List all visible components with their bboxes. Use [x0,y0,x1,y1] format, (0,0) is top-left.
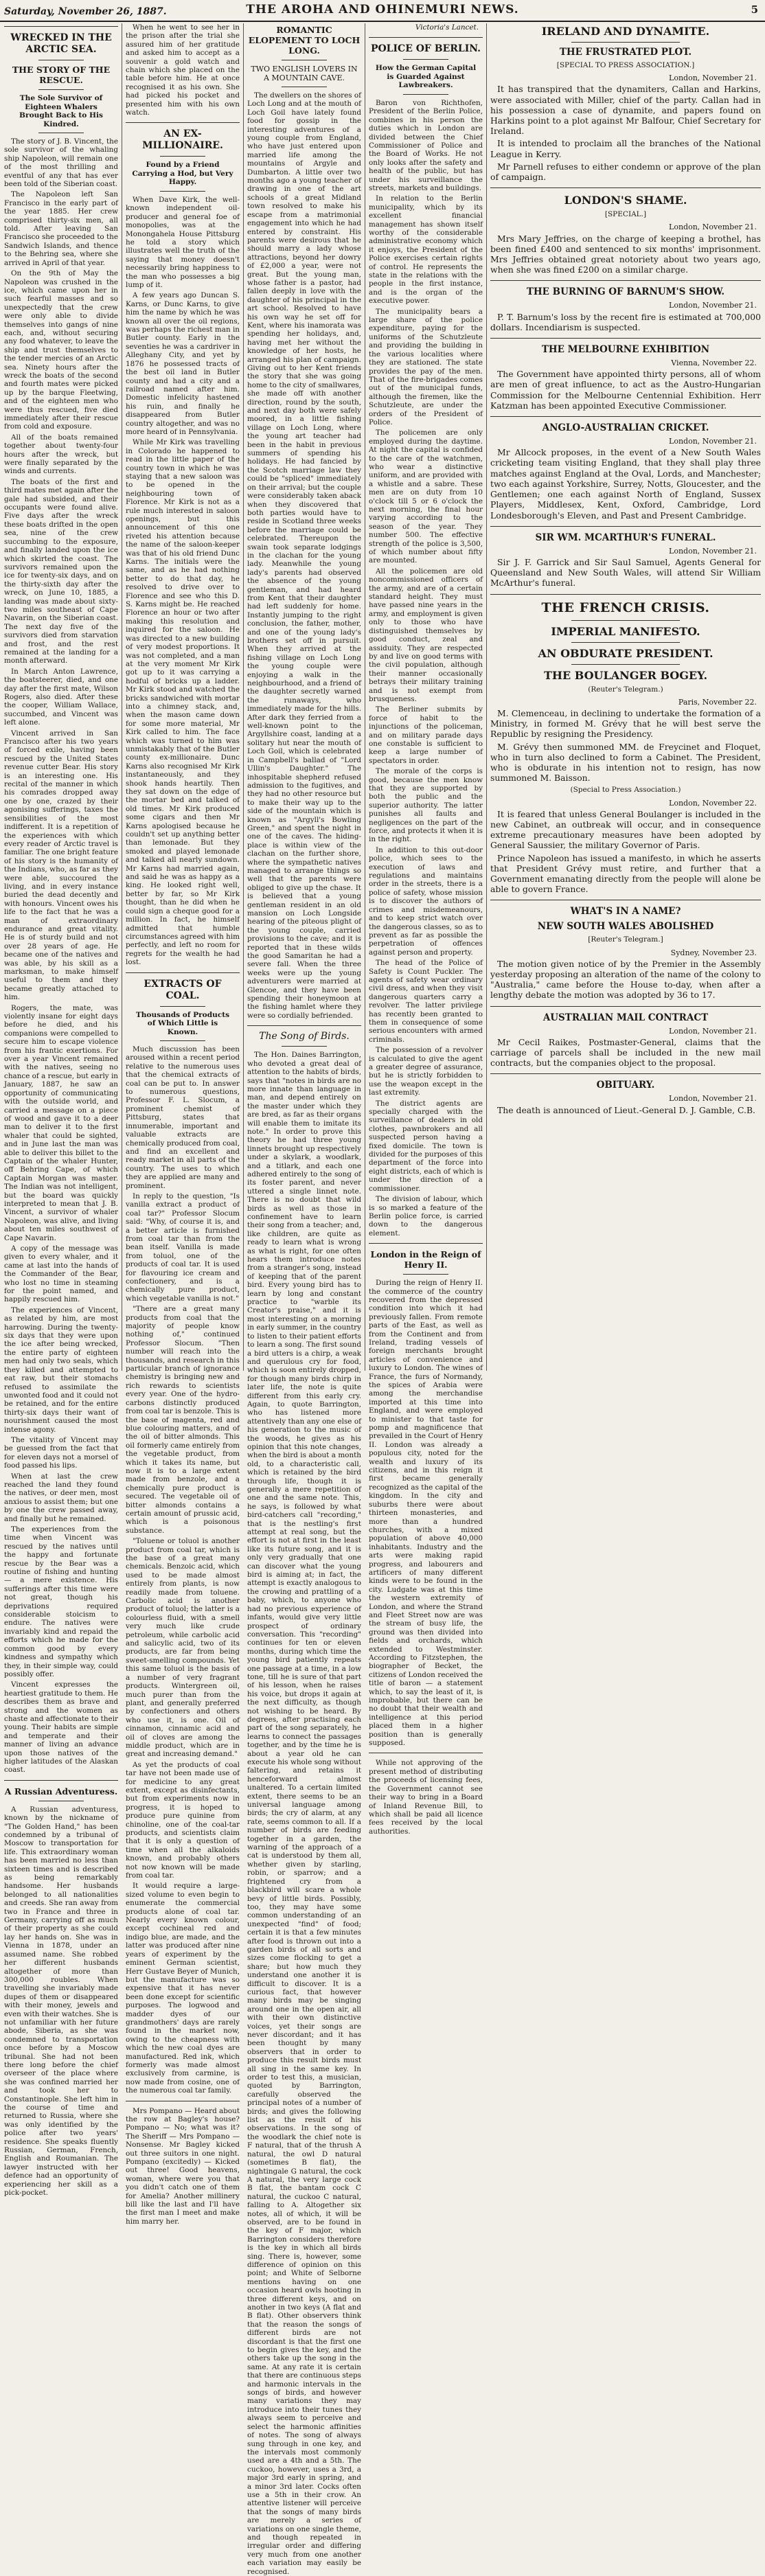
paragraph: The Government have appointed thirty persons, all of whom are men of great influence, to act as the Austro-Hungarian Commission for the Melbourne Centennial Exhibition. Herr Katzman has been appointed Executive Commissioner. [490,369,761,411]
article-headline: OBITUARY. [596,1080,655,1091]
article-subhead: IMPERIAL MANIFESTO. [551,624,700,638]
divider [126,122,240,123]
dateline: London, November 21. [669,223,757,232]
article-headline: THE MELBOURNE EXHIBITION [541,344,710,356]
wire-source: [Reuter's Telegram.] [588,935,663,944]
paragraph: Rogers, the mate, was violently insane for eight days before he died, and his companions were compelled to secure him to escape violence from his frantic exertions. For over a year Vincent remained with the natives, seeing no chance of a rescue, but early in January, 1887, he saw an opportunity of communicating with the outside world, and carried a message on a piece of wood and gave it to a deer man to deliver it to the first whaler that could be sighted, and in June last the man was able to deliver this billet to the Captain of the whaler Hunter, off Behring Cape, of which Captain Morgan was master. The Indian was not intelligent, but the board was quickly interpreted to mean that J. B. Vincent, a survivor of whaler Napoleon, was alive, and living about ten miles southwest of Cape Navarin. [4,1003,118,1242]
paragraph: A copy of the message was given to every whaler, and it came at last into the hands of the Commander of the Bear, who lost no time in steaming for the point named, and happily rescued him. [4,1244,118,1304]
article-deck: Thousands of Products of Which Little is Known. [135,1010,230,1036]
paragraph: It is feared that unless General Boulanger is included in the new Cabinet, an outbreak will occur, and in consequence extreme precautionary measures have been adopted by General Saussier, the military Governor of Paris. [490,808,761,851]
wire-source: (Reuter's Telegram.) [588,685,663,694]
issue-date: Saturday, November 26, 1887. [4,6,167,17]
divider [247,1025,361,1026]
article-headline: London in the Reign of Henry II. [370,1249,481,1270]
paragraph: Mr Allcock proposes, in the event of a New South Wales cricketing team visiting England, that they shall play three matches against England at the Oval, Lords, and Manchester; two each against Yorkshire, Surrey, Notts, Gloucester, and the Gentlemen; one each against North of England, Sussex Players, Middlesex, Kent, Oxford, Cambridge, Lord Londesborough's Eleven, and Past and Present Cambridge. [490,447,761,521]
article-body [126,2107,240,2226]
dateline: London, November 22. [669,798,757,808]
article-deck: The Sole Survivor of Eighteen Whalers Brought Back to His Kindred. [19,94,103,128]
article-deck: TWO ENGLISH LOVERS IN A MOUNTAIN CAVE. [251,65,358,82]
paragraph: It would require a large-sized volume to even begin to enumerate the commercial products alone of coal tar. Nearly every known colour, except cochineal red and indigo blue, are made, and the latter was produced after nine years of experiment by the eminent German scientist, Herr Gustave Beyer of Munich, but the manufacture was so expensive that it has never been done except for scientific purposes. The logwood and madder dyes of our grandmothers' days are rarely found in the market now, owing to the cheapness with which the new coal dyes are manufactured. Red ink, which formerly was made almost exclusively from carmine, is now made from cosine, one of the numerous coal tar family. [126,1882,240,2095]
paragraph: The vitality of Vincent may be guessed from the fact that for eleven days not a morsel of food passed his lips. [4,1435,118,1470]
paragraph: The municipality bears a large share of the police expenditure, paying for the uniforms of the Schutzleute and providing the building in the various localities where they are stationed. The state provides the pay of the men. That of the fire-brigades comes out of the municipal funds, although the firemen, like the Schutzleute, are under the orders of the President of Police. [369,307,483,426]
article-headline: IRELAND AND DYNAMITE. [541,25,710,38]
article-headline: SIR WM. MCARTHUR'S FUNERAL. [535,532,716,543]
paragraph: The policemen are only employed during the daytime. At night the capital is confided to the care of the watchmen, who wear a distinctive uniform, and are provided with a whistle and a sabre. These men are on duty from 10 o'clock till 5 or 6 o'clock the next morning, the final hour varying according to the season of the year. They number 500. The effective strength of the police is 3,500, of which number about fifty are mounted. [369,429,483,565]
column-2 [126,23,240,2226]
article-body [126,1045,240,2095]
dateline: London, November 21. [669,1094,757,1104]
divider [4,1780,118,1781]
newspaper-title: THE AROHA AND OHINEMURI NEWS. [246,3,519,16]
divider [160,1006,205,1007]
wire-source: [SPECIAL.] [604,210,647,219]
divider [490,594,761,595]
paragraph: Mr Parnell refuses to either condemn or approve of the plan of campaign. [490,161,761,183]
article-subhead: AN OBDURATE PRESIDENT. [538,646,713,660]
paragraph: It is intended to proclaim all the branches of the National League in Kerry. [490,138,761,159]
article-body [369,1279,483,1747]
paragraph: "There are a great many products from coal that the majority of people know nothing of," continued Professor Slocum. "Then number will reach into the thousands, and research in this particular branch of ignorance chemistry is bringing new and rich rewards to scientists every year. One of the hydro-carbons distinctly produced from coal tar is benzole. This is the base of magenta, red and blue colouring matters, and of the oil of bitter almonds. This oil formerly came entirely from the vegetable product, from which it takes its name, but now it is to a large extent made from benzole, and a chemically pure product is secured. The vegetable oil of bitter almonds contains a certain amount of prussic acid, which is a poisonous substance. [126,1305,240,1535]
paragraph: The experiences of Vincent, as related by him, are most harrowing. During the twenty-six days that they were upon the ice after being wrecked, the entire party of eighteen men had only two seals, which they killed and attempted to eat raw, but their stomachs refused to assimilate the unwonted food and it could not be retained, and for the entire thirty-six days their want of nourishment caused the most intense agony. [4,1306,118,1434]
paragraph: Mrs Pompano — Heard about the row at Bagley's house? Pompano — No; what was it? The Sheriff — Mrs Pompano — Nonsense. Mr Bagley kicked out three suitors in one night. Pompano (excitedly) — Kicked out three! Good heavens, woman, where were you that you didn't catch one of them for Amelia? Another millinery bill like the last and I'll have the first man I meet and make him marry her. [126,2106,240,2226]
paragraph: M. Grévy then summoned MM. de Freycinet and Floquet, who in turn also declined to form a Cabinet. The President, who is obdurate in his intention not to resign, has now summoned M. Baisson. [490,741,761,784]
paragraph: Vincent expresses the heartiest gratitude to them. He describes them as brave and strong and the women as chaste and affectionate to their young. Their habits are simple and temperate and their manner of living an advance upon those natives of the higher latitudes of the Alaskan coast. [4,1680,118,1775]
dateline: Vienna, November 22. [671,358,757,368]
paragraph: It has transpired that the dynamiters, Callan and Harkins, were associated with Miller, chief of the party. Callan had in his possession a case of dynamite, and papers found on Harkins point to a plot against Mr Balfour, Chief Secretary for Ireland. [490,84,761,137]
paragraph: While not approving of the present method of distributing the proceeds of licensing fees, the Government cannot see their way to bring in a Board of Inland Revenue Bill, to which shall be paid all licence fees received by the local authorities. [369,1759,483,1836]
paragraph: The experiences from the time when Vincent was rescued by the natives until the happy and fortunate rescue by the Bear was a routine of fishing and hunting — a mere existence. His sufferings after this time were not great, though his deprivations required considerable stoicism to endure. The natives were invariably kind and repaid the efforts which he made for the common good by every kindness and sympathy which they, in their simple way, could possibly offer. [4,1525,118,1678]
dateline: Paris, November 22. [678,697,757,707]
dateline: Sydney, November 23. [670,948,757,957]
article-headline: ANGLO-AUSTRALIAN CRICKET. [542,422,709,434]
paragraph: P. T. Barnum's loss by the recent fire is estimated at 700,000 dollars. Incendiarism is suspected. [490,311,761,332]
divider [571,642,680,643]
divider [403,94,448,95]
article-body [490,1037,761,1069]
paragraph: In March Anton Lawrence, the boatsteerer, died, and one day after the first mate, Wilson Rogers, also died. After these the cooper, William Wallace, succumbed, and Vincent was left alone. [4,667,118,727]
paragraph: The possession of a revolver is calculated to give the agent a greater degree of assurance, but he is strictly forbidden to use the weapon except in the last extremity. [369,1046,483,1097]
paragraph: The story of J. B. Vincent, the sole survivor of the whaling ship Napoleon, will remain one of the most thrilling and eventful of any that has ever been told of the Siberian coast. [4,137,118,189]
divider [369,1243,483,1244]
dateline: London, November 21. [669,301,757,310]
divider [490,280,761,281]
article-headline: A Russian Adventuress. [4,1786,118,1797]
divider [490,526,761,527]
paragraph: The Napoleon left San Francisco in the early part of the year 1885. Her crew comprised thirty-six men, all told. After leaving San Francisco she proceeded to the Sandwich Islands, and thence to the Behring sea, where she arrived in April of that year. [4,190,118,267]
divider [126,972,240,973]
article-body [4,137,118,1775]
article-headline: THE FRENCH CRISIS. [541,600,710,615]
paragraph: While Mr Kirk was travelling in Colorado he happened to read in the little paper of the country town in which he was staying that a new saloon was to be opened in the neighbouring town of Florence. Mr Kirk is not as a rule much interested in saloon openings, but this announcement of this one riveted his attention because the name of the saloon-keeper was that of his old friend Dunc Karns. The initials were the same, and as he had nothing better to do that day, he resolved to drive over to Florence and see who this D. S. Karns might be. He reached Florence an hour or two after making this resolution and inquired for the saloon. He was directed to a new building of very modest proportions. It was not completed, and a man at the very moment Mr Kirk got up to it was carrying a hodful of bricks up a ladder. Mr Kirk stood and watched the bricks sandwiched with mortar into a chimney stack, and, when the mason came down for some more material, Mr Kirk called to him. The face which was turned to him was unmistakably that of the Butler county ex-millionaire. Dunc Karns also recognised Mr Kirk instantaneously, and they shook hands heartily. Then they sat down on the edge of the mortar bed and talked of old times. Mr Kirk produced some cigars and then Mr Karns apologised because he couldn't set up anything better than lemonade. But they smoked and played lemonade and talked all nearly sundown. Mr Karns had married again, and said he was as happy as a king. He looked right well, better by far, so Mr Kirk thought, than he did when he could sign a cheque good for a million. In fact, he himself admitted that humble circumstances agreed with him perfectly, and left no room for regrets for the wealth he had lost. [126,438,240,967]
article-body [490,809,761,895]
article-headline: WHAT'S IN A NAME? [570,906,681,917]
masthead [0,0,765,22]
paragraph: The district agents are specially charged with the surveillance of dealers in old clothes, pawnbrokers and all suspected person having a fixed domicile. The town is divided for the purposes of this department of the force into eight districts, each of which is under the direction of a commissioner. [369,1099,483,1193]
paragraph: In relation to the Berlin municipality, which by its excellent financial management has shown itself worthy of the considerable administrative economy which it enjoys, the President of the Police exercises certain rights of control. He represents the state in the relations with the people in the first instance, and is the organ of the executive power. [369,194,483,306]
paragraph: All of the boats remained together about twenty-four hours after the wreck, but were finally separated by the winds and currents. [4,433,118,476]
paragraph: Mr Cecil Raikes, Postmaster-General, claims that the carriage of parcels shall be included in the new mail contracts, but the companies object to the proposal. [490,1036,761,1069]
wire-source: (Special to Press Association.) [570,786,681,795]
dateline: London, November 21. [669,1026,757,1036]
article-body [490,84,761,182]
paragraph: A few years ago Duncan S. Karns, or Dunc Karns, to give him the name by which he was known all over the oil regions, was perhaps the richest man in Butler county. Early in the seventies he was a cardriver in Alleghany City, and yet by 1876 he possessed tracts of the best oil land in Butler county and had a city and a railroad named after him. Domestic infelicity hastened his ruin, and finally he disappeared from Butler country altogether, and was no more heard of in Pennsylvania. [126,291,240,436]
dateline: London, November 21. [669,546,757,556]
divider [490,1073,761,1074]
paragraph: The death is announced of Lieut.-General D. J. Gamble, C.B. [497,1104,755,1115]
wire-source: [SPECIAL TO PRESS ASSOCIATION.] [556,61,695,69]
page-number: 5 [751,3,758,16]
article-body [490,312,761,332]
article-headline: AUSTRALIAN MAIL CONTRACT [543,1012,709,1023]
divider [38,89,84,90]
paragraph: In addition to this out-door police, which sees to the execution of laws and regulations and maintains order in the streets, there is a police of safety, whose mission is to discover the authors of crimes and misdemeanours, and to keep strict watch over the dangerous classes, so as to prevent as far as possible the perpetration of offences against person and property. [369,845,483,957]
paragraph: M. Clemenceau, in declining to undertake the formation of a Ministry, in formed M. Grévy that he will best serve the Republic by resigning the Presidency. [490,707,761,740]
article-subhead: NEW SOUTH WALES ABOLISHED [537,921,714,933]
paragraph: As yet the products of coal tar have not been made use of for medicine to any great extent, except as disinfectants, but from experiments now in progress, it is hoped to produce pure quinine from chinoline, one of the coal-tar products, and scientists claim that it is only a question of time when all the alkaloids known, and probably others not now known will be made from coal tar. [126,1760,240,1880]
column-rule [486,23,487,1371]
article-source: Victoria's Lancet. [415,23,479,32]
article-body [126,23,240,117]
divider [160,1040,205,1041]
article-headline: LONDON'S SHAME. [564,194,687,207]
dateline: London, November 21. [669,73,757,83]
paragraph: On the 9th of May the Napoleon was crushed in the ice, which came upon her in such fearful masses and so unexpectedly that the crew were only able to divide themselves into gangs of nine each, and, without securing any food whatever, to leave the ship and trust themselves to the tender mercies of an Arctic sea. Ninety hours after the wreck the boats of the second and fourth mates were picked up by the barque Fleetwing, and of the eighteen men who were thus rescued, five died immediately after their rescue from cold and exposure. [4,269,118,431]
dateline: London, November 21. [669,437,757,446]
paragraph: Mrs Mary Jeffries, on the charge of keeping a brothel, has been fined £400 and sentenced to six months' imprisonment. Mrs Jeffries obtained great notoriety about two years ago, when she was fined £200 on a similar charge. [490,233,761,275]
article-headline: WRECKED IN THE ARCTIC SEA. [10,32,112,55]
article-body [490,447,761,520]
paragraph: The Berliner submits by force of habit to the injunctions of the policeman, and on military parade days one constable is sufficient to keep a large number of spectators in order. [369,705,483,765]
article-body [490,369,761,411]
article-deck: Found by a Friend Carrying a Hod, but Very Happy. [132,161,233,187]
article-body [369,99,483,1238]
article-subhead: THE BOULANGER BOGEY. [543,668,708,682]
article-body [247,1051,361,2576]
divider [403,59,448,60]
paragraph: During the reign of Henry II. the commerce of the country recovered from the depressed condition into which it had previously fallen. From remote parts of the East, as well as from the Continent and from Ireland, trading vessels of foreign merchants brought articles of convenience and luxury to London. The wines of France, the furs of Normandy, the spices of Arabia were among the merchandise imported at this time into England, and were employed to minister to that taste for pomp and magnificence that prevailed in the Court of Henry II. London was already a populous city, noted for the wealth and luxury of its citizens, and in this reign it first became generally recognized as the capital of the kingdom. In the city and suburbs there were about thirteen monasteries, and more than a hundred churches, with a mixed population of above 40,000 inhabitants. Industry and the arts were making rapid progress, and labourers and artificers of many different kinds were to be found in the city. Ludgate was at this time the western extremity of London, and where the Strand and Fleet Street now are was the stream of busy life, the ground was then divided into fields and orchards, which extended to Westminster. According to Fitzstephen, the biographer of Becket, the citizens of London received the title of baron — a statement which, to say the least of it, is improbable, but there can be no doubt that their wealth and intelligence at this period placed them in a higher position than is generally supposed. [369,1279,483,1748]
article-subhead: THE STORY OF THE RESCUE. [12,65,111,85]
divider [490,187,761,188]
divider [403,1274,448,1275]
article-body [247,91,361,1020]
divider [160,156,205,157]
paragraph: "Toluene or toluol is another product from coal tar, which is the base of a great many chemicals. Benzoic acid, which used to be made almost entirely from plants, is now readily made from toluene. Carbolic acid is another product of toluol; the latter is a colourless fluid, with a smell very much like crude petroleum, while carbolic acid and salicylic acid, two of its products, are far from being sweet-smelling compounds. Yet this same toluol is the basis of a number of very fragrant products. Wintergreen oil, much purer than from the plant, and generally preferred by confectioners and others who use it, is one. Oil of cinnamon, cinnamic acid and oil of cloves are among the middle product, which are in great and increasing demand." [126,1537,240,1759]
paragraph: A Russian adventuress, known by the nickname of "The Golden Hand," has been condemned by a tribunal of Moscow to transportation for life. This extraordinary woman has been married no less than sixteen times and is described as being remarkably handsome. Her husbands belonged to all nationalities and creeds. She ran away from two in France and three in Germany, carrying off as much of their property as she could lay her hands on. She was in Vienna in 1878, under an assumed name. She robbed her different husbands altogether of more than 300,000 roubles. When travelling she invariably made dupes of them or disappeared with their money, jewels and even with their watches. She is not unfamiliar with her future abode, Siberia, as she was condemned to transportation once before by a Moscow tribunal. She had not been there long before the chief overseer of the place where she was confined married her and took her to Constantinople. She left him in the course of time and returned to Russia, where she was only identified by the police after two years' residence. She speaks fluently Russian, German, French, English and Roumanian. The lawyer instructed with her defence had an opportunity of experiencing her skill as a pick-pocket. [4,1805,118,2198]
paragraph: The dwellers on the shores of Loch Long and at the mouth of Loch Goil have lately found food for gossip in the interesting adventures of a young couple from England, who have just entered upon married life among the mountains of Argyle and Dumbarton. A little over two months ago a young teacher of drawing in one of the art schools of a great Midland town resolved to make his escape from a matrimonial engagement into which he had entered by constraint. His parents were desirous that he should marry a lady whose attractions, beyond her dowry of £2,000 a year, were not great. But the young man, whose father is a pastor, had fallen deeply in love with the daughter of his principal in the art school. Resolved to have his own way he set off for Kent, where his inamorata was spending her holidays, and, having met her without the knowledge of her hosts, he arranged his plan of campaign. Giving out to her Kent friends the story that she was going home to the city of smallwares, she made off with another direction, round by the south, and next day both were safely moored, in a little fishing village on Loch Long, where the young art teacher had been in the habit in previous summers of spending his holidays. He had fancied by the Scotch marriage law they could be "spliced" immediately on their arrival; but the couple were considerably taken aback when they discovered that both parties would have to reside in Scotland three weeks before the marriage could be celebrated. Thereupon the swain took separate lodgings in the clachan for the young lady. Meanwhile the young lady's parents had observed the absence of the young gentleman, and had heard from Kent that their daughter had left suddenly for home. Instantly jumping to the right conclusion, the father, mother, and one of the young lady's brothers set off in pursuit. When they arrived at the fishing village on Loch Long the young couple were enjoying a walk in the neighbourhood, and a friend of the daughter secretly warned the runaways, who immediately made for the hills. After dark they ferried from a well-known point to the Argyllshire coast, landing at a solitary hut near the mouth of Loch Goil, which is celebrated in Campbell's ballad of "Lord Ullin's Daughter." The inhospitable shepherd refused admission to the fugitives, and they had no other resource but to make their way up to the side of the mountain which is known as "Argyll's Bowling Green," and spent the night in one of the caves. The hiding-place is within view of the clachan on the further shore, where the sympathetic natives managed to arrange things so well that the parents were obliged to give up the chase. It is believed that a young gentleman resident in an old mansion on Loch Longside hearing of the piteous plight of the young couple, carried provisions to the cave; and it is reported that in these wilds the good Samaritan he had a severe fall. When the three weeks were up the young adventurers were married at Glencoe, and they have been spending their honeymoon at the fishing hamlet where they were so cordially befriended. [247,91,361,1020]
paragraph: Sir J. F. Garrick and Sir Saul Samuel, Agents General for Queensland and New South Wales, will attend Sir William McArthur's funeral. [490,556,761,589]
column-3 [247,23,362,2576]
divider [571,42,680,43]
paragraph: When Dave Kirk, the well-known independent oil-producer and general foe of monopolies, was at the Monongahela House Pittsburg he told a story which illustrates well the truth of the saying that money doesn't necessarily bring happiness to the man who possesses a big lump of it. [126,195,240,290]
paragraph: The Hon. Daines Barrington, who devoted a great deal of attention to the habits of birds, says that "notes in birds are no more innate than language in man, and depend entirely on the master under which they are bred, as far as their organs will enable them to imitate its note." In order to prove this theory he had three young linnets brought up respectively under a skylark, a woodlark, and a titlark, and each one adhered entirely to the song of its foster parent, and never uttered a single linnet note. There is no doubt that wild birds as well as those in confinement have to learn their song from a teacher; and, like children, are quite as ready to learn what is wrong as what is right, for one often hears them introduce notes from a stranger's song, instead of keeping that of the parent bird. Every young bird has to learn by long and constant practice to "warble its Creator's praise," and it is most interesting on a morning in early summer, in the country to listen to their patient efforts to learn a song. The first sound a bird utters is a chirp, a weak and querulous cry for food, which is soon entirely dropped, for though many birds chirp in later life, the note is quite different from this early cry. Again, to quote Barrington, who has listened more attentively than any one else of his generation to the music of the woods, he gives as his opinion that this note changes, when the bird is about a month old, to a characteristic call, which is retained by the bird through life, though it is generally a mere repetition of one and the same note. This, he says, is followed by what bird-catchers call "recording," that is the nestling's first attempt at real song, but the effort is not at first in the least like its future song, and it is only very gradually that one can discover what the young bird is aiming at; in fact, the attempt is exactly analogous to the crowing and prattling of a baby, which, to anyone who had no previous experience of infants, would give very little prospect of ordinary conversation. This "recording" continues for ten or eleven months, during which time the young bird patiently repeats one passage at a time, in a low tone, till he is sure of that part of his lesson, when he raises his voice, but drops it again at the next difficulty, as though not wishing to be heard. By degrees, after practising each part of the song separately, he learns to connect the passages together, and by the time he is about a year old he can execute his whole song without faltering, and retains it henceforward almost unaltered. To a certain limited extent, there seems to be an universal language among birds; the cry of alarm, at any rate, seems common to all. If a number of birds are feeding together in a garden, the warning of the approach of a cat is understood by them all, whether given by starling, robin, or sparrow; and a frightened cry from a blackbird will scare a whole bevy of little birds. Possibly, too, they may have some common understanding of an unexpected "find" of food; certain it is that a few minutes after food is thrown out into a garden birds of all sorts and sizes come flocking to get a share; but how much they understand one another it is difficult to discover. It is a curious fact, that however many birds may be singing around one in the open air, all with their own distinctive voices, yet their songs are never discordant; and it has been thought by many observers that in order to produce this result birds must all sing in the same key. In order to test this, a musician, quoted by Barrington, carefully observed the principal notes of a number of birds; and gives the following list as the result of his observations. In the song of the woodlark the chief note is F natural, that of the thrush A natural, the owl D natural (sometimes B flat), the nightingale G natural, the cock A natural, the very large cock B flat, the bantam cock C natural, the cuckoo C natural, falling to A. Altogether six notes, all of which, it will be observed, are to be found in the key of F major, which Barrington considers therefore is the key in which all birds sing. There is, however, some difference of opinion on this point; and White of Selborne mentions having on one occasion heard owls hooting in three different keys, and on another in two keys (A flat and B flat). Other observers think that the reason the songs of different birds are not discordant is that the first one to begin gives the key, and the others take up the song in the same. At any rate it is certain that there are continuous steps and harmonic intervals in the songs of birds, and however many variations they may introduce into their tunes they always seem to perceive and select the harmonic affinities of notes. The song of always sung through in one key, and the intervals most commonly used are a 4th and a 5th. The cuckoo, however, uses a 3rd, a major 3rd early in spring, and a minor 3rd later. Cocks often use a 5th in their crow. An attentive listener will perceive that the songs of many birds are merely a series of variations on one single theme, and though repeated in irregular order and differing very much from one another each variation may easily be recognised. [247,1051,362,2576]
article-body [4,1805,118,2198]
column-rule [243,23,244,1371]
paragraph: The division of labour, which is so marked a feature of the Berlin police force, is carried down to the dangerous element. [369,1195,483,1238]
article-headline: POLICE OF BERLIN. [370,43,481,55]
article-subhead: THE FRUSTRATED PLOT. [559,47,692,58]
article-body [490,233,761,275]
divider [282,1046,327,1047]
paragraph: Prince Napoleon has issued a manifesto, in which he asserts that President Grévy must retire, and further that a Government emanating directly from the people will alone be able to govern France. [490,852,761,895]
article-headline: ROMANTIC ELOPEMENT TO LOCH LONG. [248,25,361,56]
article-body [490,959,761,1001]
divider [4,26,118,27]
article-headline: EXTRACTS OF COAL. [144,978,222,1001]
divider [369,37,483,38]
paragraph: When at last the crew reached the land they found the natives, or deer men, most anxious to assist them; but one by one the crew passed away, and finally but he remained. [4,1472,118,1523]
paragraph: In reply to the question, "Is vanilla extract a product of coal tar?" Professor Slocum said: "Why, of course it is, and a better article is furnished from coal tar than from the bean itself. Vanilla is made from toluol, one of the products of coal tar. It is used for flavouring ice cream and confectionery, and is a chemically pure product, which vegetable vanilla is not." [126,1192,240,1303]
article-body [126,196,240,967]
paragraph: Baron von Richthofen, President of the Berlin Police, combines in his person the duties which in London are divided between the Chief Commissioner of Police and the Board of Works. He not only looks after the safety and health of the public, but has under his surveillance the streets, markets and buildings. [369,98,483,192]
article-headline: AN EX-MILLIONAIRE. [142,128,223,152]
paragraph: All the policemen are old noncommissioned officers of the army, and are of a certain standard height. They must have passed nine years in the army, and employment is given only to those who have distinguished themselves by good conduct, zeal and assiduity. They are respected by and live on good terms with the civil population, although their manner occasionally betrays their military training and is not exempt from brusqueness. [369,567,483,703]
divider [490,338,761,339]
paragraph: Vincent arrived in San Francisco after his two years of forced exile, having been rescued by the United States revenue cutter Bear. His story is an interesting one. His recital of the manner in which his comrades dropped away one by one, crazed by their agonising sufferings, taxes the sensibilities of the most indifferent. It is a repetition of the experiences with which every reader of Arctic travel is familiar. The one bright feature of his story is the humanity of the Indians, who, as far as they were able, succoured the living, and in every instance buried the dead decently and with honours. Vincent owes his life to the fact that he was a man of extraordinary endurance and great vitality. He is of sturdy build and not over 28 years of age. He became one of the natives and was able, by his skill as a marksman, to make himself useful to them and they became greatly attached to him. [4,729,118,1002]
paragraph: The head of the Police of Safety is Count Puckler. The agents of safety wear ordinary civil dress, and when they visit dangerous quarters carry a revolver. The latter privilege has recently been granted to them in consequence of some serious encounters with armed criminals. [369,959,483,1044]
column-4 [369,23,483,1836]
article-headline: The Song of Birds. [259,1031,350,1042]
paragraph: The boats of the first and third mates met again after the gale had subsided, and their occupants were found alive. Five days after the wreck these boats drifted in the open sea, nine of the crew succumbing to the exposure, and finally landed upon the ice which skirted the coast. The survivors remained upon the ice for twenty-six days, and on the thirty-sixth day after the wreck, on June 10, 1885, a landing was made about sixty-two miles southeast of Cape Navarin, on the Siberian coast. The next day five of the survivors died from starvation and frost, and the rest remained at the landing for a month afterward. [4,477,118,665]
article-body [490,1105,761,1115]
divider [490,416,761,417]
paragraph: When he went to see her in the prison after the trial she assured him of her gratitude and asked him to accept as a souvenir a gold watch and chain which she placed on the table before him. He at once recognised it as his own. She had picked his pocket and presented him with his own watch. [126,23,240,117]
column-1 [4,23,118,2198]
paragraph: Much discussion has been aroused within a recent period relative to the numerous uses that the chemical extracts of coal can be put to. In answer to numerous questions, Professor F. L. Slocum, a prominent chemist of Pittsburg, states that innumerable, important and valuable extracts are chemically produced from coal, and find an excellent and ready market in all parts of the country. The uses to which they are applied are many and prominent. [126,1045,240,1190]
article-headline: THE BURNING OF BARNUM'S SHOW. [526,286,725,298]
paragraph: The morale of the corps is good, because the men know that they are supported by both the public and the superior authority. The latter punishes all faults and negligences on the part of the force, and protects it when it is in the right. [369,767,483,844]
article-body [490,557,761,589]
column-5 [490,23,761,1371]
article-body [490,708,761,783]
divider [571,620,680,621]
divider [160,191,205,192]
article-deck: How the German Capital is Guarded Against Lawbreakers. [375,64,477,90]
article-body [369,1759,483,1836]
divider [490,1006,761,1007]
divider [571,664,680,665]
paragraph: The motion given notice of by the Premier in the Assembly yesterday proposing an alteration of the name of the colony to "Australia," came before the House to-day, when after a lengthy debate the motion was adopted by 36 to 17. [490,958,761,1001]
